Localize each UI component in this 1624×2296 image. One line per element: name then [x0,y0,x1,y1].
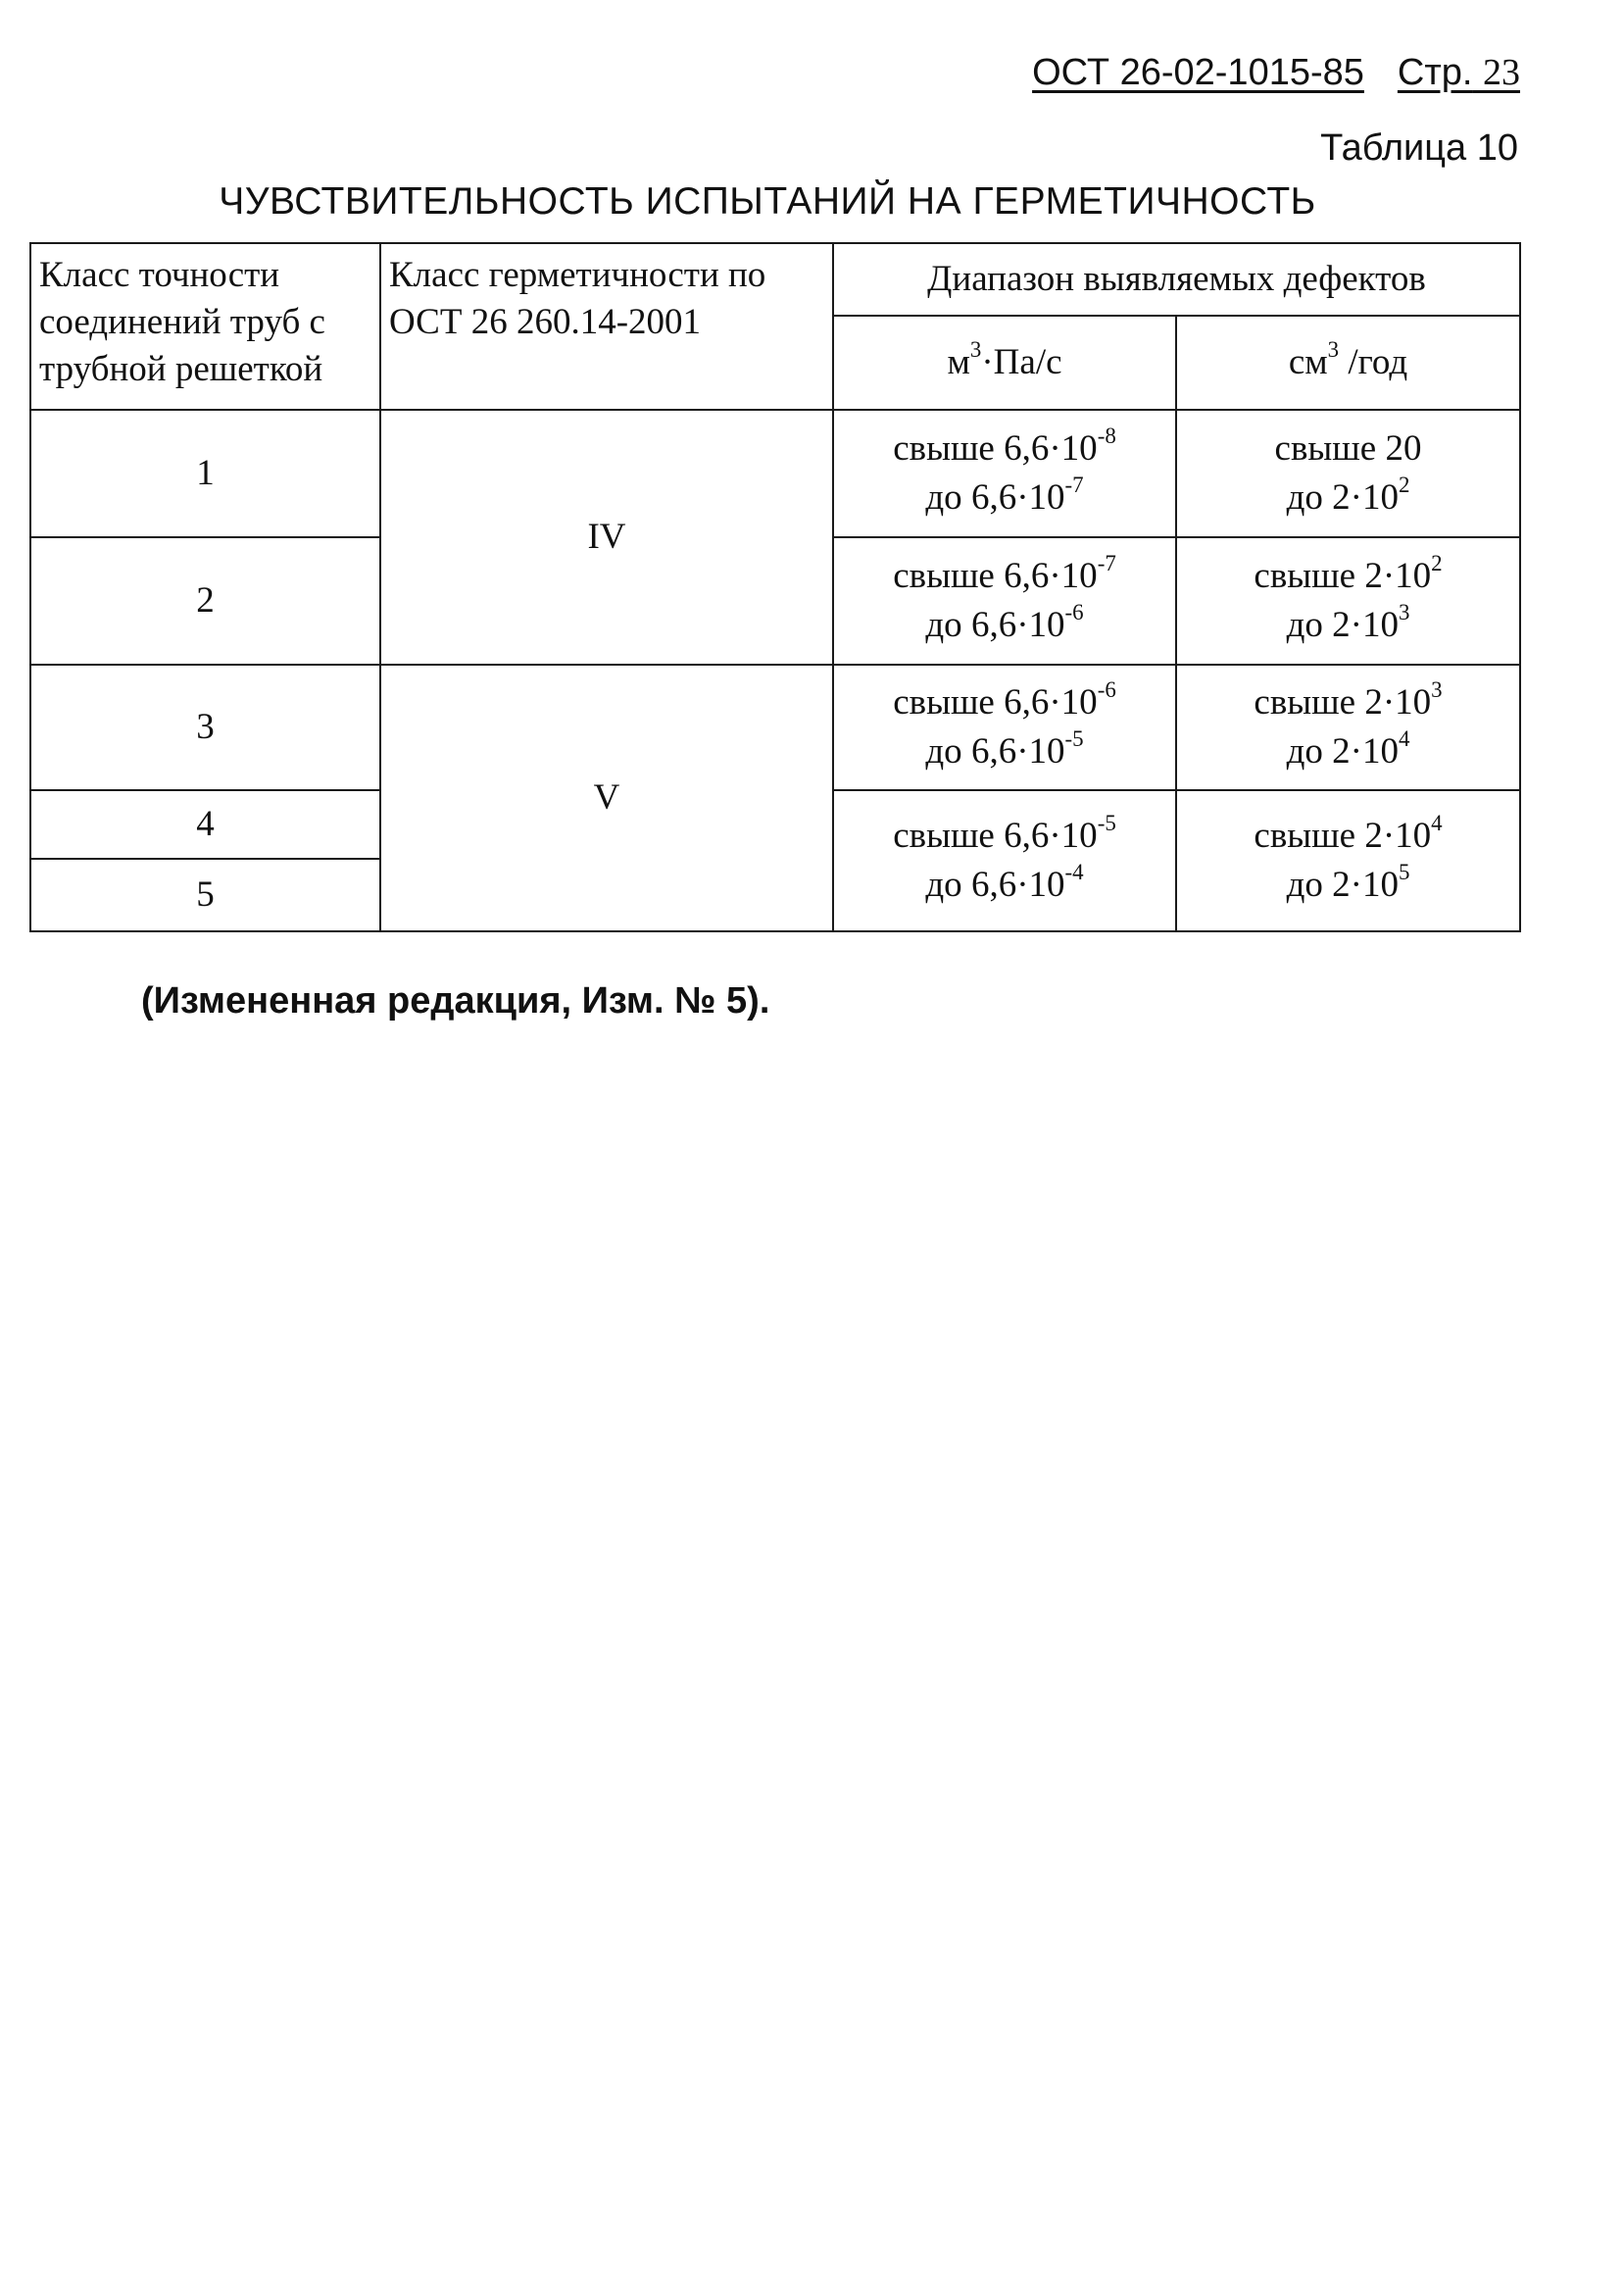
range-cm-cell: свыше $2\cdot 10^3$ до $2\cdot 10^4$ [1176,665,1520,790]
range-si-cell: свыше $6,6\cdot 10^{-5}$ до $6,6\cdot 10^{-4}$ [833,790,1176,931]
accuracy-class-cell: 4 [30,790,380,859]
range-si-cell: свыше $6,6\cdot 10^{-8}$ до $6,6\cdot 10^{-7}$ [833,410,1176,537]
header-defect-range: Диапазон выявляемых дефектов [833,243,1520,316]
range-cm-cell: свыше $2\cdot 10^4$ до $2\cdot 10^5$ [1176,790,1520,931]
page-label: Стр. [1397,52,1473,93]
range-cm-cell: свыше 20 до $2\cdot 10^2$ [1176,410,1520,537]
document-header [1032,51,1520,94]
accuracy-class-cell: 3 [30,665,380,790]
sensitivity-table [29,242,1521,932]
table-number: Таблица 10 [1320,127,1518,169]
revision-note: (Измененная редакция, Изм. № 5). [141,980,770,1022]
page-number: 23 [1483,52,1520,93]
header-unit-si: $м^3\cdot Па/с$ [833,316,1176,410]
header-tightness-class: Класс герметичности по ОСТ 26 260.14-2001 [380,243,833,410]
table-title: ЧУВСТВИТЕЛЬНОСТЬ ИСПЫТАНИЙ НА ГЕРМЕТИЧНОСТЬ [219,180,1316,223]
doc-code: ОСТ 26-02-1015-85 [1032,52,1364,93]
header-unit-cm: $см^3$ /год [1176,316,1520,410]
tightness-class-cell: V [380,665,833,931]
range-cm-cell: свыше $2\cdot 10^2$ до $2\cdot 10^3$ [1176,537,1520,665]
range-si-cell: свыше $6,6\cdot 10^{-6}$ до $6,6\cdot 10^{-5}$ [833,665,1176,790]
accuracy-class-cell: 1 [30,410,380,537]
range-si-cell: свыше $6,6\cdot 10^{-7}$ до $6,6\cdot 10^{-6}$ [833,537,1176,665]
accuracy-class-cell: 2 [30,537,380,665]
header-accuracy-class: Класс точности соединений труб с трубной решеткой [30,243,380,410]
accuracy-class-cell: 5 [30,859,380,931]
tightness-class-cell: IV [380,410,833,665]
